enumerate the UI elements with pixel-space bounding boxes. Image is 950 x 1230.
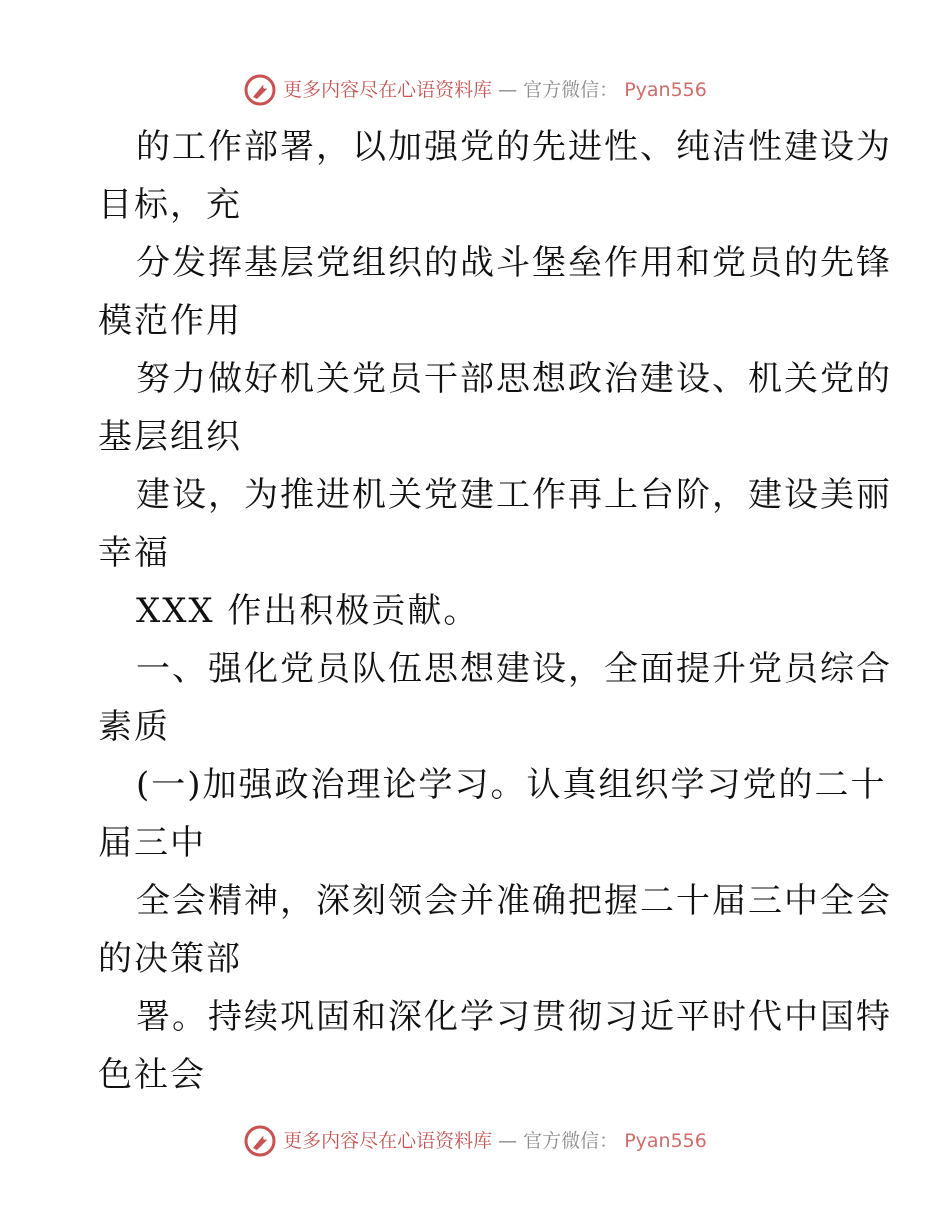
body-line: 的决策部 bbox=[98, 939, 242, 979]
banner-official-label: 官方微信： bbox=[523, 1130, 619, 1152]
body-line: 的工作部署，以加强党的先进性、纯洁性建设为 bbox=[136, 127, 892, 167]
banner-site-text: 更多内容尽在心语资料库 bbox=[283, 1130, 493, 1152]
body-line: 努力做好机关党员干部思想政治建设、机关党的 bbox=[136, 359, 892, 399]
body-line: 署。持续巩固和深化学习贯彻习近平时代中国特 bbox=[136, 997, 892, 1037]
body-line: 分发挥基层党组织的战斗堡垒作用和党员的先锋 bbox=[136, 243, 892, 283]
body-line: (一)加强政治理论学习。认真组织学习党的二十 bbox=[136, 765, 887, 805]
banner-wechat-id: Pyan556 bbox=[624, 1130, 707, 1152]
body-line: 届三中 bbox=[98, 823, 206, 863]
document-body bbox=[98, 118, 892, 1104]
body-line: 幸福 bbox=[98, 533, 170, 573]
body-line: 基层组织 bbox=[98, 417, 242, 457]
body-line: 模范作用 bbox=[98, 301, 242, 341]
body-line: XXX 作出积极贡献。 bbox=[136, 591, 480, 631]
banner-wechat-id: Pyan556 bbox=[624, 79, 707, 101]
pen-nib-logo-icon bbox=[243, 1124, 277, 1158]
banner-separator: — bbox=[498, 1130, 518, 1152]
section-heading-cont: 素质 bbox=[98, 707, 170, 747]
banner-separator: — bbox=[498, 79, 518, 101]
pen-nib-logo-icon bbox=[243, 73, 277, 107]
body-line: 建设，为推进机关党建工作再上台阶，建设美丽 bbox=[136, 475, 892, 515]
banner-site-text: 更多内容尽在心语资料库 bbox=[283, 79, 493, 101]
body-line: 色社会 bbox=[98, 1055, 206, 1095]
footer-watermark bbox=[0, 1121, 950, 1161]
section-heading: 一、强化党员队伍思想建设，全面提升党员综合 bbox=[136, 649, 892, 689]
header-watermark bbox=[0, 70, 950, 110]
banner-official-label: 官方微信： bbox=[523, 79, 619, 101]
body-line: 全会精神，深刻领会并准确把握二十届三中全会 bbox=[136, 881, 892, 921]
body-line: 目标，充 bbox=[98, 185, 242, 225]
